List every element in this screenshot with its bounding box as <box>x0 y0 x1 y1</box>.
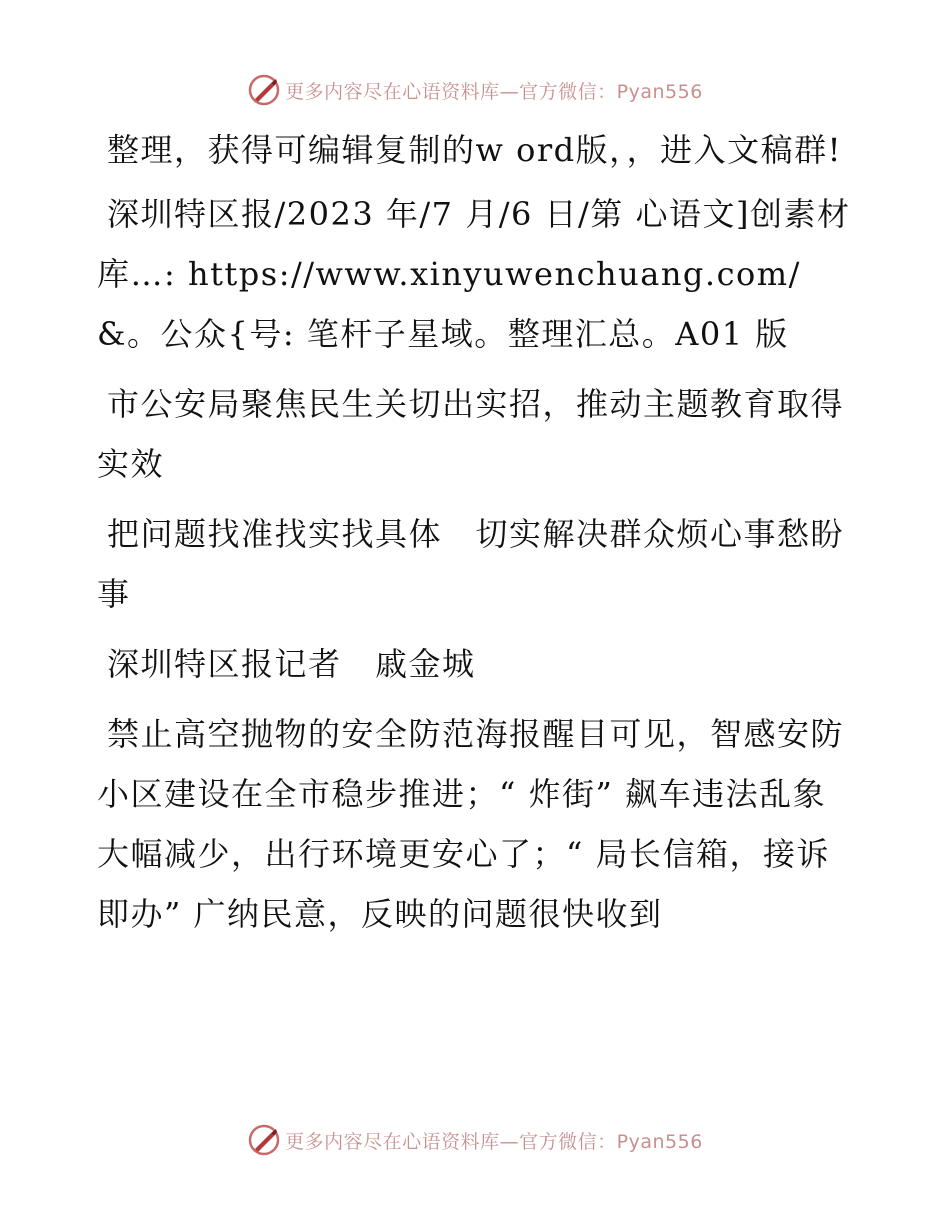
paragraph-body: 禁止高空抛物的安全防范海报醒目可见，智感安防小区建设在全市稳步推进；“ 炸街” 飙车违法乱象大幅减少，出行环境更安心了；“ 局长信箱，接诉即办” 广纳民意，反映的问题很快收到 <box>97 715 845 933</box>
footer-banner <box>0 1120 950 1160</box>
header-banner-text: 更多内容尽在心语资料库—官方微信：Pyan556 <box>285 80 703 103</box>
subheadline: 把问题找准找实找具体 切实解决群众烦心事愁盼事 <box>97 515 845 613</box>
header-banner <box>0 70 950 110</box>
footer-banner-text: 更多内容尽在心语资料库—官方微信：Pyan556 <box>285 1130 703 1153</box>
pen-logo-icon <box>247 73 281 107</box>
byline: 深圳特区报记者 戚金城 <box>107 645 476 683</box>
pen-logo-icon <box>247 1123 281 1157</box>
headline: 市公安局聚焦民生关切出实招，推动主题教育取得实效 <box>97 385 845 483</box>
paragraph-intro: 整理，获得可编辑复制的w ord版，，进入文稿群! <box>107 131 842 169</box>
paragraph-source: 深圳特区报/2023 年/7 月/6 日/第 心语文]创素材库…: https://www.xinyuwenchuang.com/&。公众{号: 笔杆子星域。整理汇总。A01 版 <box>97 195 851 353</box>
document-body <box>97 120 857 954</box>
